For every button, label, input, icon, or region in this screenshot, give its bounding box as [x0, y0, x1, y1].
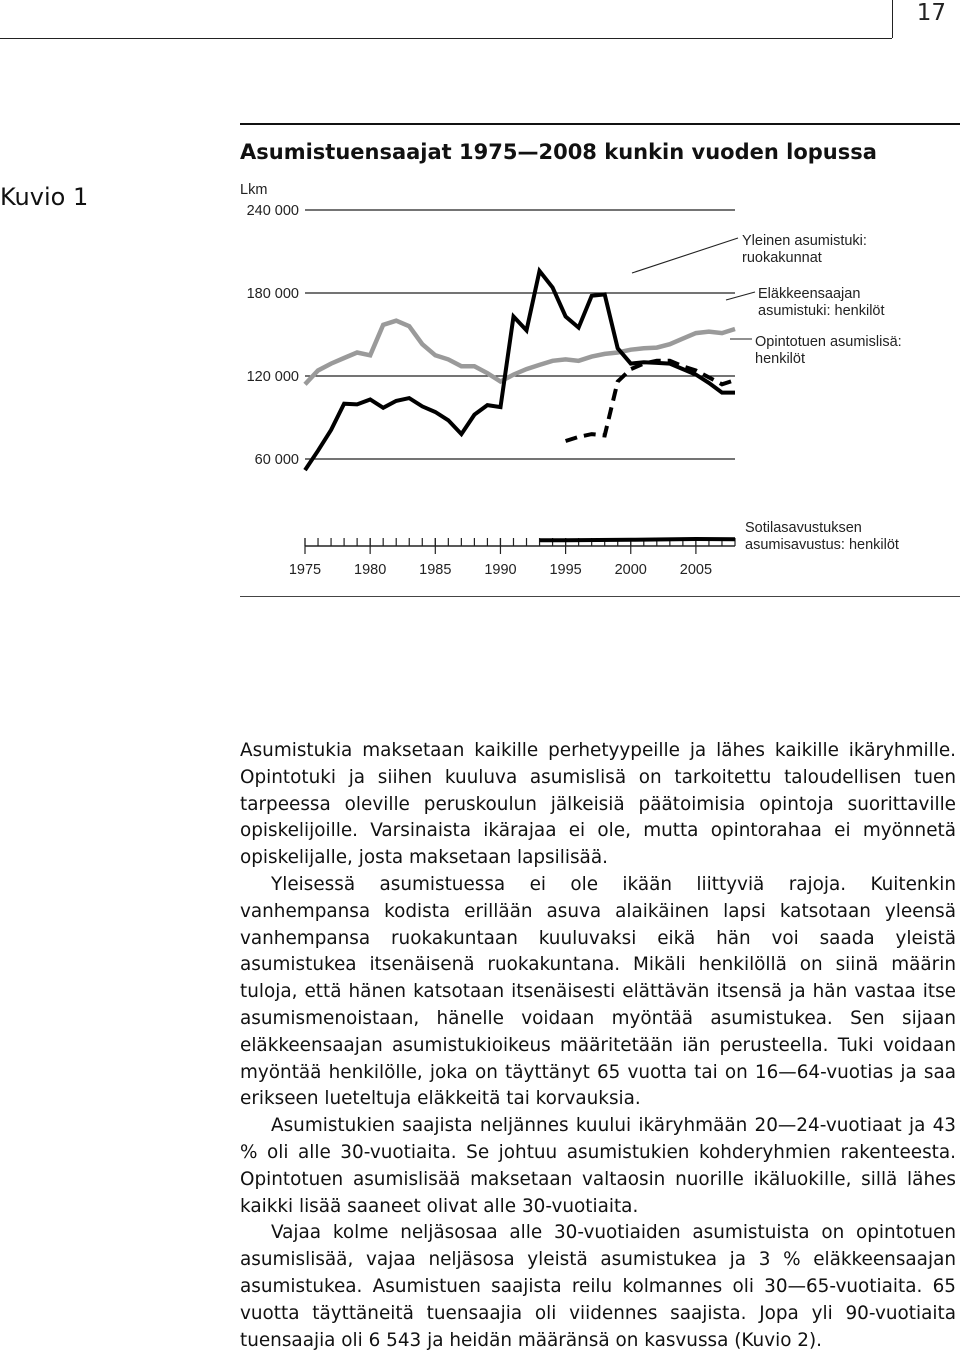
chart-title: Asumistuensaajat 1975—2008 kunkin vuoden lopussa — [240, 140, 877, 164]
x-tick-label: 1990 — [484, 562, 517, 578]
series-labels — [632, 233, 902, 553]
x-tick-label: 2005 — [679, 562, 713, 578]
y-tick-label: 180 000 — [246, 286, 299, 302]
series-label: ruokakunnat — [742, 250, 822, 266]
paragraph-3: Asumistukien saajista neljännes kuului ikäryhmään 20—24-vuotiaat ja 43 % oli alle 30-vuotiaita. Se johtuu asumistukien kohderyhmien rakenteesta. Opintotuen asumislisää maksetaan valtaosin nuorille ikäluokille, sillä lähes kaikki lisää saaneet olivat alle 30-vuotiaita. — [240, 1115, 956, 1217]
series-line-1 — [305, 321, 735, 385]
series-line-2 — [566, 361, 735, 441]
series-label: Sotilasavustuksen — [745, 520, 862, 536]
x-tick-label: 1995 — [549, 562, 582, 578]
paragraph-2: Yleisessä asumistuessa ei ole ikään liittyviä rajoja. Kuitenkin vanhempansa kodista erillään asuva alaikäinen lapsi katsotaan yleensä vanhempansa ruokakuntaan kuuluvaksi eikä hän voi saada yleistä asumistukea itsenäisenä ruokakuntana. Mikäli henkilöllä on siinä määrin tuloja, että hänen katsotaan itsenäisesti elättävän itsensä ja hän vastaa itse asumismenoistaan, hänelle voidaan myöntää asumistukea. Sen sijaan eläkkeensaajan asumistukioikeus määritetään iän perusteella. Tuki voidaan myöntää henkilölle, joka on täyttänyt 65 vuotta tai on 16—64-vuotias ja saa erikseen lueteltuja eläkkeitä tai korvauksia. — [240, 873, 956, 1110]
paragraph-1: Asumistukia maksetaan kaikille perhetyypeille ja lähes kaikille ikäryhmille. Opintotuki ja siihen kuuluva asumislisä on tarkoitettu taloudellisen tuen tarpeessa oleville peruskoulun jälkeisiä päätoimisia opintoja suorittaville opiskelijoille. Varsinaista ikärajaa ei ole, mutta opintorahaa ei myönnetä opiskelijalle, josta maksetaan lapsilisää. — [240, 740, 956, 869]
series-line-3 — [540, 539, 736, 540]
series-label: Opintotuen asumislisä: — [755, 334, 902, 350]
y-tick-label: 120 000 — [246, 369, 299, 385]
series-layer — [305, 271, 735, 540]
paragraph-4: Vajaa kolme neljäsosaa alle 30-vuotiaiden asumistuista on opintotuen asumislisää, vajaa neljäsosa yleistä asumistukea ja 3 % eläkkeensaajan asumistukea. Asumistuen saajista reilu kolmannes oli 30—65-vuotiaita. 65 vuotta täyttäneitä tuensaajia oli viidennes saajista. Jopa yli 90-vuotiaita tuensaajia oli 6 543 ja heidän määränsä on kasvussa (Kuvio 2). — [240, 1222, 956, 1351]
x-tick-label: 1975 — [288, 562, 322, 578]
label-leader-line — [632, 238, 738, 273]
x-tick-label: 1985 — [419, 562, 452, 578]
y-tick-label: 60 000 — [254, 452, 299, 468]
y-axis — [240, 182, 735, 468]
page-number: 17 — [916, 0, 946, 26]
series-label: asumistuki: henkilöt — [758, 303, 885, 319]
figure-bottom-rule — [240, 596, 960, 597]
y-axis-label: Lkm — [240, 182, 268, 198]
series-label: henkilöt — [755, 351, 805, 367]
series-label: asumisavustus: henkilöt — [745, 537, 899, 553]
x-axis — [289, 538, 735, 578]
figure-label: Kuvio 1 — [0, 183, 89, 211]
series-label: Eläkkeensaajan — [758, 286, 861, 302]
x-tick-label: 2000 — [614, 562, 647, 578]
series-label: Yleinen asumistuki: — [742, 233, 867, 249]
body-text — [240, 738, 956, 1354]
y-tick-label: 240 000 — [246, 203, 299, 219]
x-tick-label: 1980 — [354, 562, 387, 578]
line-chart — [0, 0, 960, 600]
